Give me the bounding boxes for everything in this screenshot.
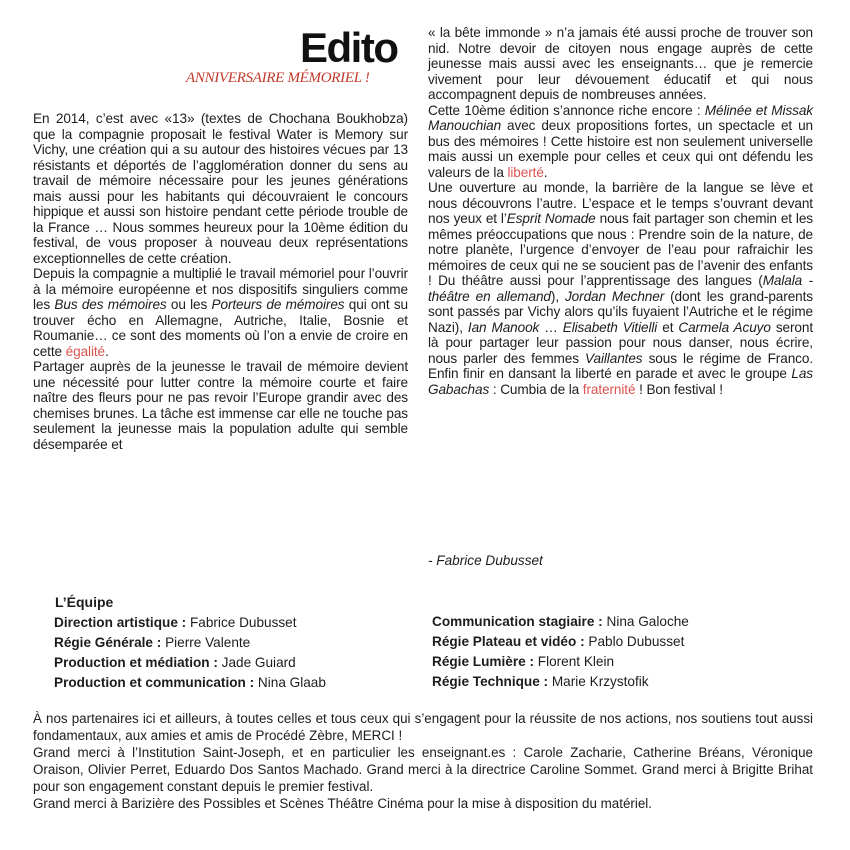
left-paragraph-2: Depuis la compagnie a multiplié le travail mémoriel pour l’ouvrir à la mémoire européenne et nos dispositifs singuliers comme les Bus des mémoires ou les Porteurs de mémoires qui ont su trouver écho en Allemagne, Autriche, Italie, Bosnie et Roumanie… ce sont des moments où l’on a envie de croire en cette égalité.: [33, 266, 408, 359]
right-paragraph-2: Cette 10ème édition s’annonce riche encore : Mélinée et Missak Manouchian avec deux propositions fortes, un spectacle et un bus des mémoires ! Cette histoire est non seulement universelle mais aussi un exemple pour celles et ceux qui ont défendu les valeurs de la liberté.: [428, 102, 813, 180]
team-member: Communication stagiaire : Nina Galoche: [432, 614, 689, 629]
page-subtitle: ANNIVERSAIRE MÉMORIEL !: [186, 70, 370, 86]
page-title: Edito: [300, 24, 398, 71]
team-member: Production et médiation : Jade Guiard: [54, 655, 296, 670]
team-list-right: [432, 612, 689, 692]
left-paragraph-1: En 2014, c’est avec «13» (textes de Chochana Boukhobza) que la compagnie proposait le festival Water is Memory sur Vichy, une création qui a su autour des histoires vécues par 13 résistants et déportés de l’agglomération donner du sens au travail de mémoire nécessaire pour les jeunes générations mais aussi pour les habitants qui découvraient le concours hippique et aussi son histoire pendant cette période trouble de la France … Nous sommes heureux pour la 10ème édition du festival, de vous proposer à nouveau deux représentations exceptionnelles de cette création.: [33, 111, 408, 266]
left-column: [33, 111, 408, 452]
team-member: Régie Plateau et vidéo : Pablo Dubusset: [432, 634, 685, 649]
team-heading: L’Équipe: [55, 594, 114, 610]
team-member: Régie Technique : Marie Krzystofik: [432, 674, 649, 689]
highlight-egalite: égalité: [65, 343, 106, 359]
thanks-paragraph-2: Grand merci à l’Institution Saint-Joseph, et en particulier les enseignant.es : Carole Zacharie, Catherine Bréans, Véronique Oraison, Olivier Perret, Eduardo Dos Santos Machado. Grand merci à la directrice Caroline Sommet. Grand merci à Brigitte Brihat pour son engagement constant depuis le premier festival.: [33, 745, 813, 794]
right-paragraph-3: Une ouverture au monde, la barrière de la langue se lève et nous découvrons l’autre. L’espace et le temps s’ouvrant devant nos yeux et l’Esprit Nomade nous fait partager son chemin et les mêmes préoccupations que nous : Prendre soin de la nature, de notre planète, l’urgence d’envoyer de l’eau pour rafraichir les mémoires de ceux qui ne se soucient pas de l’avenir des enfants ! Du théâtre aussi pour l’apprentissage des langues (Malala - théâtre en allemand), Jordan Mechner (dont les grand-parents sont passés par Vichy alors qu’ils fuyaient l’Autriche et le régime Nazi), Ian Manook … Elisabeth Vitielli et Carmela Acuyo seront là pour partager leur passion pour nous danser, nous écrire, nous parler des femmes Vaillantes sous le régime de Franco. Enfin finir en dansant la liberté en parade et avec le groupe Las Gabachas : Cumbia de la fraternité ! Bon festival !: [428, 180, 814, 397]
acknowledgements: [33, 710, 813, 812]
team-member: Régie Générale : Pierre Valente: [54, 635, 251, 650]
highlight-liberte: liberté: [507, 164, 544, 180]
right-column: [428, 25, 813, 397]
team-member: Régie Lumière : Florent Klein: [432, 654, 615, 669]
team-list-left: [54, 613, 326, 693]
signature: - Fabrice Dubusset: [428, 553, 543, 568]
thanks-paragraph-1: À nos partenaires ici et ailleurs, à toutes celles et tous ceux qui s’engagent pour la réussite de nos actions, nos soutiens tout aussi fondamentaux, aux amies et amis de Procédé Zèbre, MERCI !: [33, 711, 813, 743]
thanks-paragraph-3: Grand merci à Barizière des Possibles et Scènes Théâtre Cinéma pour la mise à disposition du matériel.: [33, 796, 652, 811]
team-member: Direction artistique : Fabrice Dubusset: [54, 615, 297, 630]
right-paragraph-1: « la bête immonde » n’a jamais été aussi proche de trouver son nid. Notre devoir de citoyen nous engage auprès de cette jeunesse mais aussi avec les enseignants… que je remercie vivement pour leur dévouement éducatif et qui nous accompagnent depuis de nombreuses années.: [428, 25, 813, 102]
highlight-fraternite: fraternité: [582, 381, 636, 397]
team-member: Production et communication : Nina Glaab: [54, 675, 326, 690]
left-paragraph-3: Partager auprès de la jeunesse le travail de mémoire devient une nécessité pour lutter contre la mémoire courte et faire naître des fleurs pour ne pas revoir l’Europe grandir avec des chemises brunes. La tâche est immense car elle ne touche pas seulement la jeunesse mais la population adulte qui semble désemparée et: [33, 359, 408, 452]
